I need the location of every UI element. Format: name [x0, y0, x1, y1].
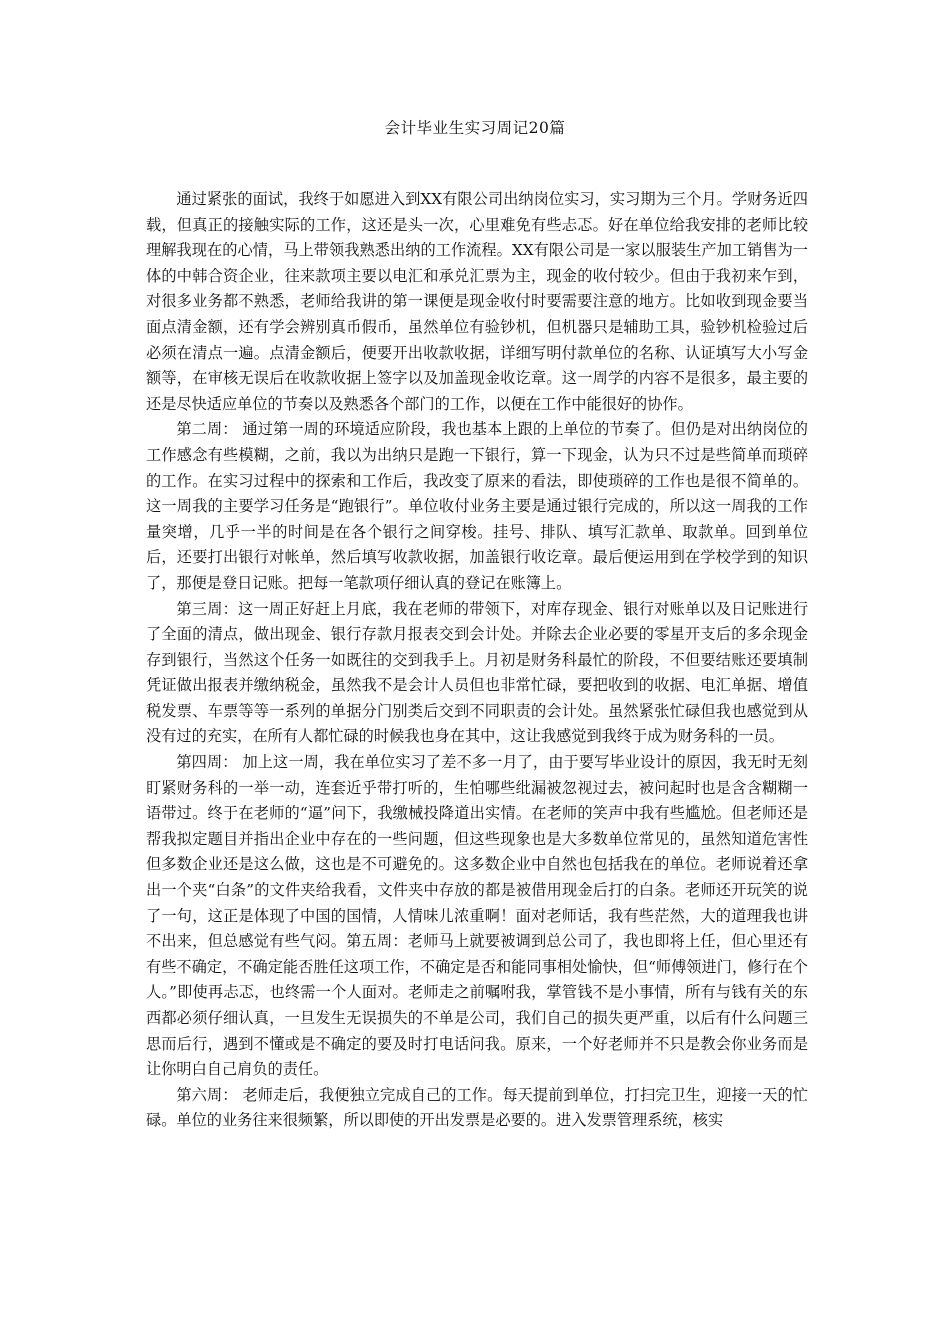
paragraph-week-6: 第六周： 老师走后，我便独立完成自己的工作。每天提前到单位，打扫完卫生，迎接一天的忙碌。单位的业务往来很频繁，所以即使的开出发票是必要的。进入发票管理系统，核实	[146, 1085, 808, 1130]
paragraph-week-2: 第二周： 通过第一周的环境适应阶段，我也基本上跟的上单位的节奏了。但仍是对出纳岗位的工作感念有些模糊，之前，我以为出纳只是跑一下银行，算一下现金，认为只不过是些简单而琐碎的工作。在实习过程中的探索和工作后，我改变了原来的看法，即使琐碎的工作也是很不简单的。 这一周我的主要学习任务是“跑银行”。单位收付业务主要是通过银行完成的，所以这一周我的工作量突增，几乎一半的时间是在各个银行之间穿梭。挂号、排队、填写汇款单、取款单。回到单位后，还要打出银行对帐单，然后填写收款收据，加盖银行收讫章。最后便运用到在学校学到的知识了，那便是登日记账。把每一笔款项仔细认真的登记在账簿上。	[146, 420, 808, 592]
paragraph-week-3: 第三周：这一周正好赶上月底，我在老师的带领下，对库存现金、银行对账单以及日记账进行了全面的清点，做出现金、银行存款月报表交到会计处。并除去企业必要的零星开支后的多余现金存到银行，当然这个任务一如既往的交到我手上。月初是财务科最忙的阶段，不但要结账还要填制凭证做出报表并缴纳税金，虽然我不是会计人员但也非常忙碌，要把收到的收据、电汇单据、增值税发票、车票等等一系列的单据分门别类后交到不同职责的会计处。虽然紧张忙碌但我也感觉到从没有过的充实，在所有人都忙碌的时候我也身在其中，这让我感觉到我终于成为财务科的一员。	[146, 599, 808, 746]
document-body	[146, 187, 808, 1134]
document-title: 会计毕业生实习周记20篇	[384, 119, 566, 137]
paragraph-week-1: 通过紧张的面试，我终于如愿进入到XX有限公司出纳岗位实习，实习期为三个月。学财务近四载，但真正的接触实际的工作，这还是头一次，心里难免有些忐忑。好在单位给我安排的老师比较理解我现在的心情，马上带领我熟悉出纳的工作流程。XX有限公司是一家以服装生产加工销售为一体的中韩合资企业，往来款项主要以电汇和承兑汇票为主，现金的收付较少。但由于我初来乍到，对很多业务都不熟悉，老师给我讲的第一课便是现金收付时要需要注意的地方。比如收到现金要当面点清金额，还有学会辨别真币假币，虽然单位有验钞机，但机器只是辅助工具，验钞机检验过后必须在清点一遍。点清金额后，便要开出收款收据，详细写明付款单位的名称、认证填写大小写金额等，在审核无误后在收款收据上签字以及加盖现金收讫章。这一周学的内容不是很多，最主要的还是尽快适应单位的节奏以及熟悉各个部门的工作，以便在工作中能很好的协作。	[146, 190, 808, 413]
paragraph-week-4-5: 第四周： 加上这一周，我在单位实习了差不多一月了，由于要写毕业设计的原因，我无时无刻盯紧财务科的一举一动，连套近乎带打听的，生怕哪些纰漏被忽视过去，被问起时也是含含糊糊一语带过。终于在老师的“逼”问下，我缴械投降道出实情。在老师的笑声中我有些尴尬。但老师还是帮我拟定题目并指出企业中存在的一些问题，但这些现象也是大多数单位常见的，虽然知道危害性但多数企业还是这么做，这也是不可避免的。这多数企业中自然也包括我在的单位。老师说着还拿出一个夹“白条”的文件夹给我看，文件夹中存放的都是被借用现金后打的白条。老师还开玩笑的说了一句，这正是体现了中国的国情，人情味儿浓重啊！面对老师话，我有些茫然，大的道理我也讲不出来，但总感觉有些气闷。第五周：老师马上就要被调到总公司了，我也即将上任，但心里还有有些不确定，不确定能否胜任这项工作，不确定是否和能同事相处愉快，但“师傅领进门，修行在个人。”即使再忐忑，也终需一个人面对。老师走之前嘱咐我，掌管钱不是小事情，所有与钱有关的东西都必须仔细认真，一旦发生无误损失的不单是公司，我们自己的损失更严重，以后有什么问题三思而后行，遇到不懂或是不确定的要及时打电话问我。原来，一个好老师并不只是教会你业务而是让你明白自己肩负的责任。	[146, 753, 808, 1079]
